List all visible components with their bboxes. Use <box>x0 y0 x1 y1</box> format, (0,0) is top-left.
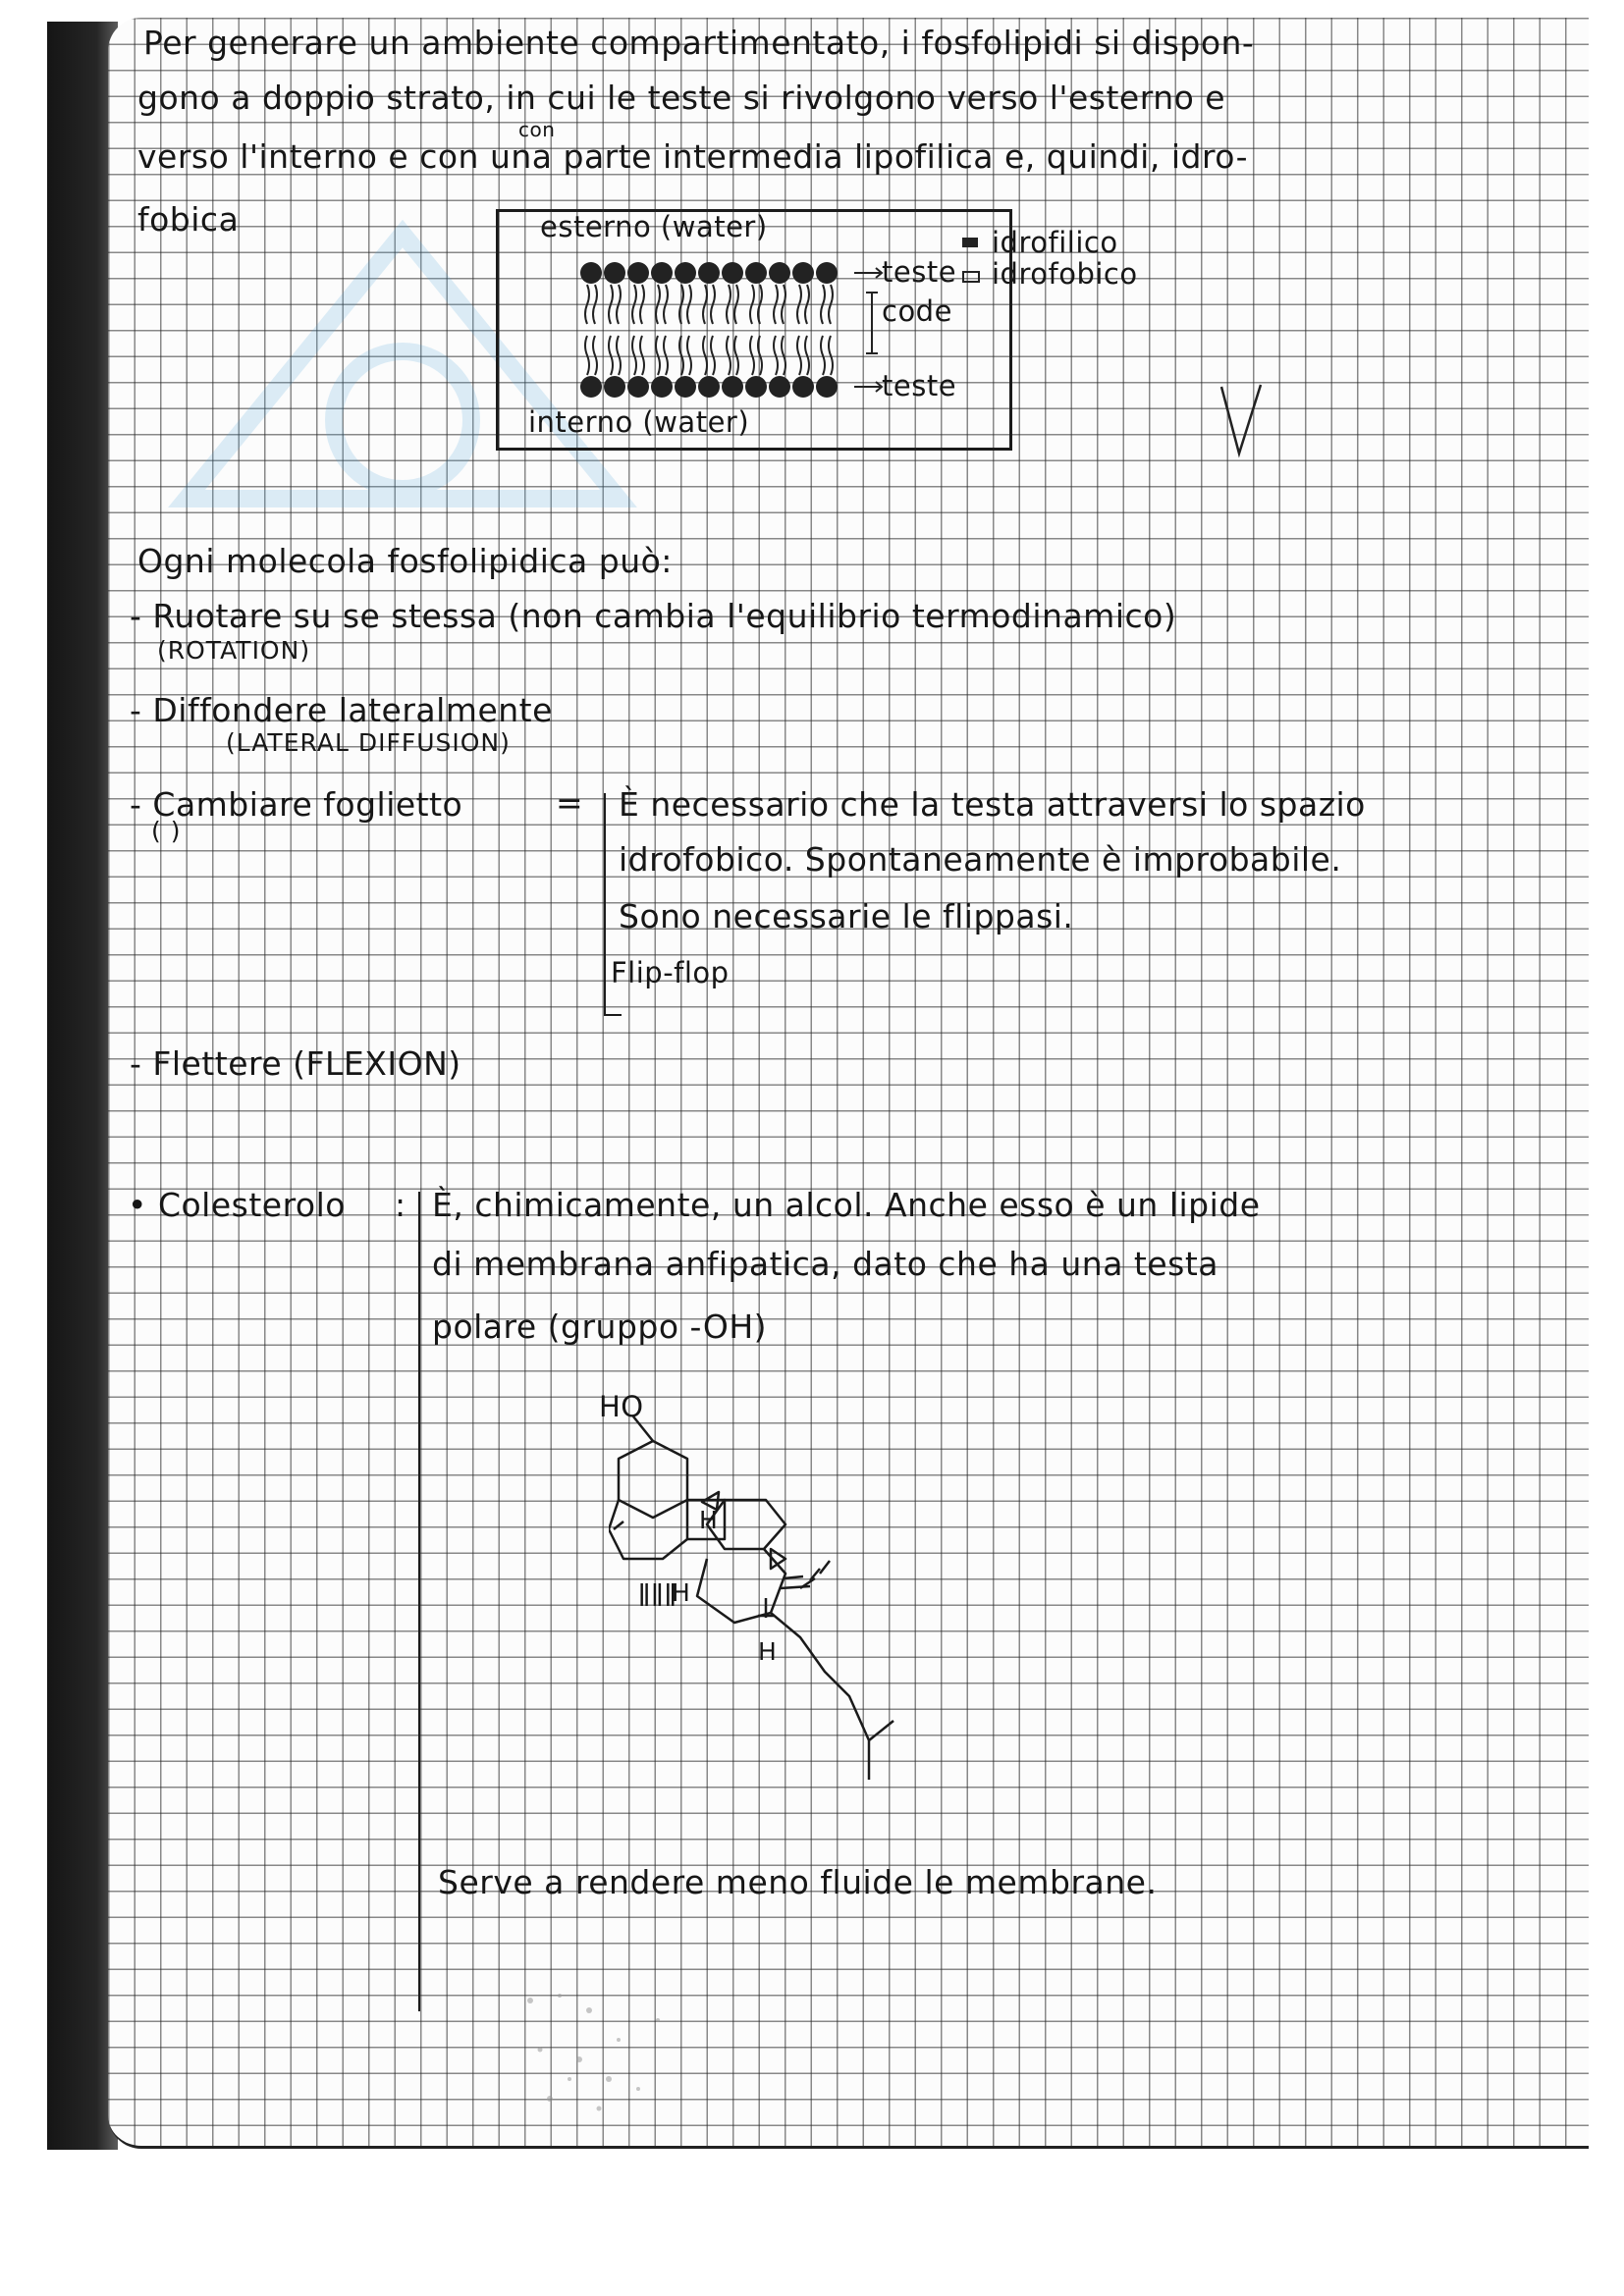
structure-label-ho: HO <box>599 1390 644 1423</box>
intro-line-1: Per generare un ambiente compartimentato, i fosfolipidi si dispon- <box>143 24 1255 62</box>
cholesterol-margin-line <box>418 1192 420 2011</box>
flip-brace-foot <box>604 1014 622 1016</box>
cholesterol-colon: : <box>395 1186 406 1224</box>
movements-heading: Ogni molecola fosfolipidica può: <box>137 542 673 580</box>
intro-line-2: gono a doppio strato, in cui le teste si rivolgono verso l'esterno e <box>137 79 1226 117</box>
movement-item-diffuse: - Diffondere lateralmente <box>130 691 553 729</box>
movement-item-rotate: - Ruotare su se stessa (non cambia l'equilibrio termodinamico) <box>130 597 1177 635</box>
bilayer-label-heads-bottom: teste <box>882 369 957 402</box>
flip-note-2: idrofobico. Spontaneamente è improbabile. <box>619 840 1342 879</box>
movement-item-flex: - Flettere (FLEXION) <box>130 1044 461 1083</box>
legend-swatch-filled <box>962 238 978 247</box>
flip-note-3: Sono necessarie le flippasi. <box>619 897 1074 935</box>
flip-note-1: È necessario che la testa attraversi lo spazio <box>619 785 1366 824</box>
flip-brace-symbol: = <box>556 783 584 822</box>
structure-label-h3: H <box>758 1637 778 1666</box>
intro-line-3: verso l'interno e con una parte intermedia lipofilica e, quindi, idro- <box>137 137 1248 176</box>
movement-tag-flip: ( ) <box>151 817 182 845</box>
legend-swatch-empty <box>962 271 980 283</box>
movement-tag-rotate: (ROTATION) <box>157 636 311 665</box>
legend-label-hydrophilic: idrofilico <box>992 226 1118 259</box>
cholesterol-structure-drawing <box>609 1412 923 1804</box>
structure-label-h1: H <box>699 1506 719 1534</box>
smudge-marks <box>511 1981 687 2138</box>
cholesterol-line-2: di membrana anfipatica, dato che ha una testa <box>432 1245 1219 1283</box>
cholesterol-line-1: È, chimicamente, un alcol. Anche esso è un lipide <box>432 1186 1261 1224</box>
notebook-page <box>108 18 1589 2149</box>
flip-brace-line <box>604 793 606 1014</box>
cholesterol-line-3: polare (gruppo -OH) <box>432 1308 768 1346</box>
structure-hash-bond: ǁǁǁ <box>638 1578 677 1607</box>
bilayer-diagram-box <box>496 209 1012 451</box>
check-mark <box>1218 381 1267 459</box>
bilayer-label-heads-top: teste <box>882 255 957 289</box>
bilayer-top-label: esterno (water) <box>540 210 768 243</box>
flip-note-4: Flip-flop <box>611 956 730 989</box>
movement-item-flip: - Cambiare foglietto <box>130 785 463 824</box>
legend-label-hydrophobic: idrofobico <box>992 257 1138 291</box>
intro-insert-above: con <box>518 118 556 141</box>
movement-tag-diffuse: (LATERAL DIFFUSION) <box>226 728 511 757</box>
bilayer-bottom-label: interno (water) <box>528 405 750 439</box>
bilayer-drawing <box>577 261 852 399</box>
cholesterol-closing: Serve a rendere meno fluide le membrane. <box>438 1863 1158 1901</box>
bilayer-label-tails: code <box>882 294 952 328</box>
cholesterol-title: • Colesterolo <box>128 1186 346 1224</box>
intro-line-4: fobica <box>137 200 240 239</box>
structure-label-h2: H <box>672 1578 691 1607</box>
